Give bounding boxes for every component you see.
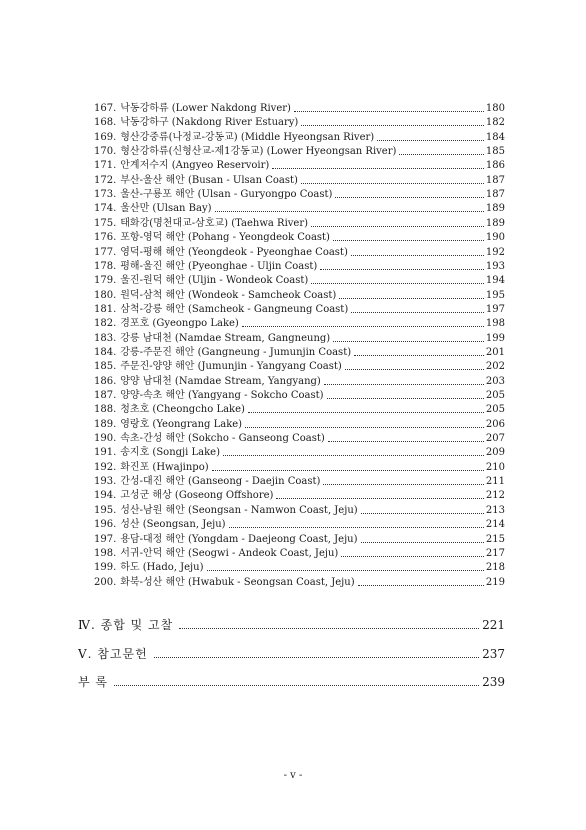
toc-entry-number: 182. (94, 318, 117, 330)
toc-entry-page: 187 (485, 189, 505, 201)
toc-entry-title: 하도 (Hado, Jeju) (120, 562, 204, 574)
toc-entry[interactable] (94, 374, 505, 388)
toc-entry[interactable] (94, 503, 505, 517)
toc-entry-title: 화진포 (Hwajinpo) (120, 461, 209, 473)
toc-entry-title: 용담-대정 해안 (Yongdam - Daejeong Coast, Jeju) (120, 533, 358, 545)
toc-chapter[interactable] (78, 672, 505, 690)
dot-leader (351, 304, 484, 313)
toc-entry-page: 189 (485, 203, 505, 215)
toc-entry-title: 낙동강하류 (Lower Nakdong River) (120, 103, 291, 114)
toc-entry-page: 202 (485, 361, 505, 373)
toc-entry[interactable] (94, 187, 505, 201)
dot-leader (361, 505, 484, 514)
toc-entry-number: 199. (94, 562, 117, 574)
toc-entry-page: 198 (485, 318, 505, 330)
toc-entry[interactable] (94, 474, 505, 488)
toc-entry-title: 고성군 해상 (Goseong Offshore) (120, 490, 274, 502)
toc-entry[interactable] (94, 158, 505, 172)
dot-leader (323, 476, 484, 485)
toc-entry-page: 210 (485, 461, 505, 473)
toc-entry[interactable] (94, 173, 505, 187)
dot-leader (311, 218, 484, 227)
toc-entry[interactable] (94, 201, 505, 215)
dot-leader (301, 175, 484, 184)
toc-entry-number: 186. (94, 375, 117, 387)
toc-entry-page: 215 (485, 533, 505, 545)
toc-entry-number: 200. (94, 576, 117, 588)
dot-leader (245, 419, 484, 428)
toc-entry[interactable] (94, 273, 505, 287)
toc-entry-number: 175. (94, 217, 117, 229)
toc-entry-page: 212 (485, 490, 505, 502)
toc-entry-page: 205 (485, 404, 505, 416)
toc-entry[interactable] (94, 546, 505, 560)
page-number-footer: - v - (283, 770, 303, 781)
toc-entry-title: 영랑호 (Yeongrang Lake) (120, 418, 243, 430)
dot-leader (207, 562, 484, 571)
toc-entry-number: 193. (94, 476, 117, 488)
toc-entry-number: 198. (94, 547, 117, 559)
toc-entry-number: 189. (94, 418, 117, 430)
toc-entry[interactable] (94, 402, 505, 416)
dot-leader (339, 290, 484, 299)
toc-entry-title: 태화강(명천대교-삼호교) (Taehwa River) (120, 217, 309, 229)
toc-entry-number: 180. (94, 289, 117, 301)
dot-leader (335, 189, 483, 198)
dot-leader (242, 318, 484, 327)
dot-leader (328, 433, 484, 442)
toc-entry-page: 190 (485, 232, 505, 244)
dot-leader (179, 619, 479, 629)
toc-entry-title: 안계저수지 (Angyeo Reservoir) (120, 160, 270, 172)
toc-entry-page: 189 (485, 217, 505, 229)
toc-chapter-title: Ⅳ. 종합 및 고찰 (78, 618, 174, 632)
dot-leader (345, 361, 484, 370)
toc-entry-number: 172. (94, 174, 117, 186)
toc-entry-page: 209 (485, 447, 505, 459)
toc-entry-number: 170. (94, 146, 117, 158)
dot-leader (212, 462, 484, 471)
toc-entry[interactable] (94, 417, 505, 431)
toc-entry-page: 186 (485, 160, 505, 172)
toc-entry-page: 203 (485, 375, 505, 387)
toc-entry[interactable] (94, 259, 505, 273)
toc-entry-title: 강릉-주문진 해안 (Gangneung - Jumunjin Coast) (120, 346, 352, 358)
dot-leader (333, 232, 484, 241)
toc-entry-title: 울산-구룡포 해안 (Ulsan - Guryongpo Coast) (120, 189, 333, 201)
toc-entry-number: 194. (94, 490, 117, 502)
toc-entry-number: 190. (94, 433, 117, 445)
toc-chapter-title: 부 록 (78, 675, 108, 689)
dot-leader (276, 490, 483, 499)
toc-entry[interactable] (94, 245, 505, 259)
toc-entry[interactable] (94, 532, 505, 546)
toc-entry[interactable] (94, 331, 505, 345)
toc-entry[interactable] (94, 560, 505, 574)
toc-entry-title: 삼척-강릉 해안 (Samcheok - Gangneung Coast) (120, 303, 349, 315)
toc-entry-title: 간성-대진 해안 (Ganseong - Daejin Coast) (120, 476, 321, 488)
toc-entry-number: 187. (94, 390, 117, 401)
toc-entry-number: 185. (94, 361, 117, 373)
toc-entry-title: 형산강하류(신형산교-제1강동교) (Lower Hyeongsan River) (120, 146, 397, 158)
toc-entry[interactable] (94, 431, 505, 445)
toc-entry-page: 217 (485, 547, 505, 559)
toc-entry-page: 201 (485, 346, 505, 358)
toc-entry-number: 168. (94, 117, 117, 129)
toc-entry-number: 178. (94, 260, 117, 272)
toc-entry-title: 평해-울진 해안 (Pyeonghae - Uljin Coast) (120, 260, 318, 272)
toc-entry[interactable] (94, 359, 505, 373)
dot-leader (354, 347, 484, 356)
toc-entry-title: 성산-남원 해안 (Seongsan - Namwon Coast, Jeju) (120, 504, 358, 516)
dot-leader (358, 577, 484, 586)
toc-entry-title: 양양-속초 해안 (Yangyang - Sokcho Coast) (120, 390, 324, 401)
toc-entry-title: 서귀-안덕 해안 (Seogwi - Andeok Coast, Jeju) (120, 547, 339, 559)
toc-entry-title: 울진-원덕 해안 (Uljin - Wondeok Coast) (120, 275, 309, 287)
dot-leader (248, 404, 484, 413)
toc-entry[interactable] (94, 316, 505, 330)
toc-chapter[interactable] (78, 615, 505, 633)
toc-entry-page: 184 (485, 131, 505, 143)
toc-entry[interactable] (94, 115, 505, 129)
toc-entry-title: 영덕-평해 해안 (Yeongdeok - Pyeonghae Coast) (120, 246, 348, 258)
toc-entry-page: 185 (485, 146, 505, 158)
toc-entry-page: 205 (485, 390, 505, 401)
toc-entry-number: 188. (94, 404, 117, 416)
toc-entry-number: 184. (94, 346, 117, 358)
toc-entry[interactable] (94, 517, 505, 531)
toc-entry-page: 213 (485, 504, 505, 516)
toc-entry[interactable] (94, 460, 505, 474)
toc-entry-page: 211 (485, 476, 505, 488)
toc-entry-title: 화북-성산 해안 (Hwabuk - Seongsan Coast, Jeju) (120, 576, 355, 588)
toc-entry-title: 낙동강하구 (Nakdong River Estuary) (120, 117, 299, 129)
toc-entry-number: 171. (94, 160, 117, 172)
toc-entry-page: 197 (485, 303, 505, 315)
toc-entry-number: 183. (94, 332, 117, 344)
dot-leader (154, 648, 479, 658)
toc-entry[interactable] (94, 488, 505, 502)
toc-entry-number: 191. (94, 447, 117, 459)
toc-entry-title: 청초호 (Cheongcho Lake) (120, 404, 245, 416)
toc-entry-number: 177. (94, 246, 117, 258)
toc-entry[interactable] (94, 130, 505, 144)
toc-entry[interactable] (94, 288, 505, 302)
toc-entry[interactable] (94, 144, 505, 158)
toc-entry-title: 송지호 (Songji Lake) (120, 447, 220, 459)
toc-chapter-page: 237 (482, 647, 505, 661)
toc-entry-page: 219 (485, 576, 505, 588)
toc-entry[interactable] (94, 445, 505, 459)
toc-entry-number: 179. (94, 275, 117, 287)
toc-entry-title: 포항-영덕 해안 (Pohang - Yeongdeok Coast) (120, 232, 330, 244)
toc-entry-page: 187 (485, 174, 505, 186)
dot-leader (361, 534, 484, 543)
toc-chapter-page: 221 (482, 618, 505, 632)
toc-entry-title: 성산 (Seongsan, Jeju) (120, 519, 226, 531)
dot-leader (341, 548, 484, 557)
toc-entry-page: 206 (485, 418, 505, 430)
toc-entry-page: 180 (485, 103, 505, 114)
toc-chapter-page: 239 (482, 675, 505, 689)
toc-entry-title: 경포호 (Gyeongpo Lake) (120, 318, 239, 330)
toc-entry-number: 169. (94, 131, 117, 143)
toc-entry-number: 176. (94, 232, 117, 244)
toc-entry-number: 192. (94, 461, 117, 473)
dot-leader (320, 261, 484, 270)
dot-leader (351, 247, 484, 256)
toc-entry-title: 주문진-양양 해안 (Jumunjin - Yangyang Coast) (120, 361, 342, 373)
toc-entry-page: 192 (485, 246, 505, 258)
toc-entry-page: 194 (485, 275, 505, 287)
toc-entry[interactable] (94, 101, 505, 115)
toc-entry[interactable] (94, 302, 505, 316)
toc-chapter-title: Ⅴ. 참고문헌 (78, 647, 148, 661)
toc-entry-page: 193 (485, 260, 505, 272)
toc-entry-number: 167. (94, 103, 117, 114)
toc-entry-number: 181. (94, 303, 117, 315)
toc-entry-title: 형산강중류(나정교-강동교) (Middle Hyeongsan River) (120, 131, 375, 143)
dot-leader (215, 203, 484, 212)
toc-entry-page: 207 (485, 433, 505, 445)
toc-entry[interactable] (94, 575, 505, 589)
dot-leader (327, 390, 484, 399)
toc-entry-page: 182 (485, 117, 505, 129)
dot-leader (294, 103, 484, 112)
toc-entry[interactable] (94, 230, 505, 244)
toc-entry[interactable] (94, 388, 505, 402)
toc-entry-title: 강릉 남대천 (Namdae Stream, Gangneung) (120, 332, 331, 344)
toc-entry[interactable] (94, 216, 505, 230)
toc-entry-title: 울산만 (Ulsan Bay) (120, 203, 212, 215)
toc-entry-title: 속초-간성 해안 (Sokcho - Ganseong Coast) (120, 433, 325, 445)
dot-leader (223, 447, 484, 456)
toc-entry-number: 197. (94, 533, 117, 545)
toc-entry-number: 196. (94, 519, 117, 531)
toc-entry-number: 195. (94, 504, 117, 516)
dot-leader (114, 676, 479, 686)
dot-leader (324, 376, 484, 385)
dot-leader (301, 117, 484, 126)
toc-entry-page: 218 (485, 562, 505, 574)
toc-entry-title: 원덕-삼척 해안 (Wondeok - Samcheok Coast) (120, 289, 337, 301)
dot-leader (311, 275, 484, 284)
dot-leader (399, 146, 483, 155)
dot-leader (377, 132, 484, 141)
toc-entry-page: 195 (485, 289, 505, 301)
toc-entry-page: 199 (485, 332, 505, 344)
toc-entry[interactable] (94, 345, 505, 359)
dot-leader (272, 160, 484, 169)
dot-leader (229, 519, 484, 528)
toc-entry-number: 173. (94, 189, 117, 201)
toc-entry-title: 양양 남대천 (Namdae Stream, Yangyang) (120, 375, 321, 387)
toc-entry-page: 214 (485, 519, 505, 531)
toc-entry-title: 부산-울산 해안 (Busan - Ulsan Coast) (120, 174, 298, 186)
dot-leader (333, 333, 484, 342)
toc-entry-number: 174. (94, 203, 117, 215)
toc-chapter[interactable] (78, 644, 505, 662)
